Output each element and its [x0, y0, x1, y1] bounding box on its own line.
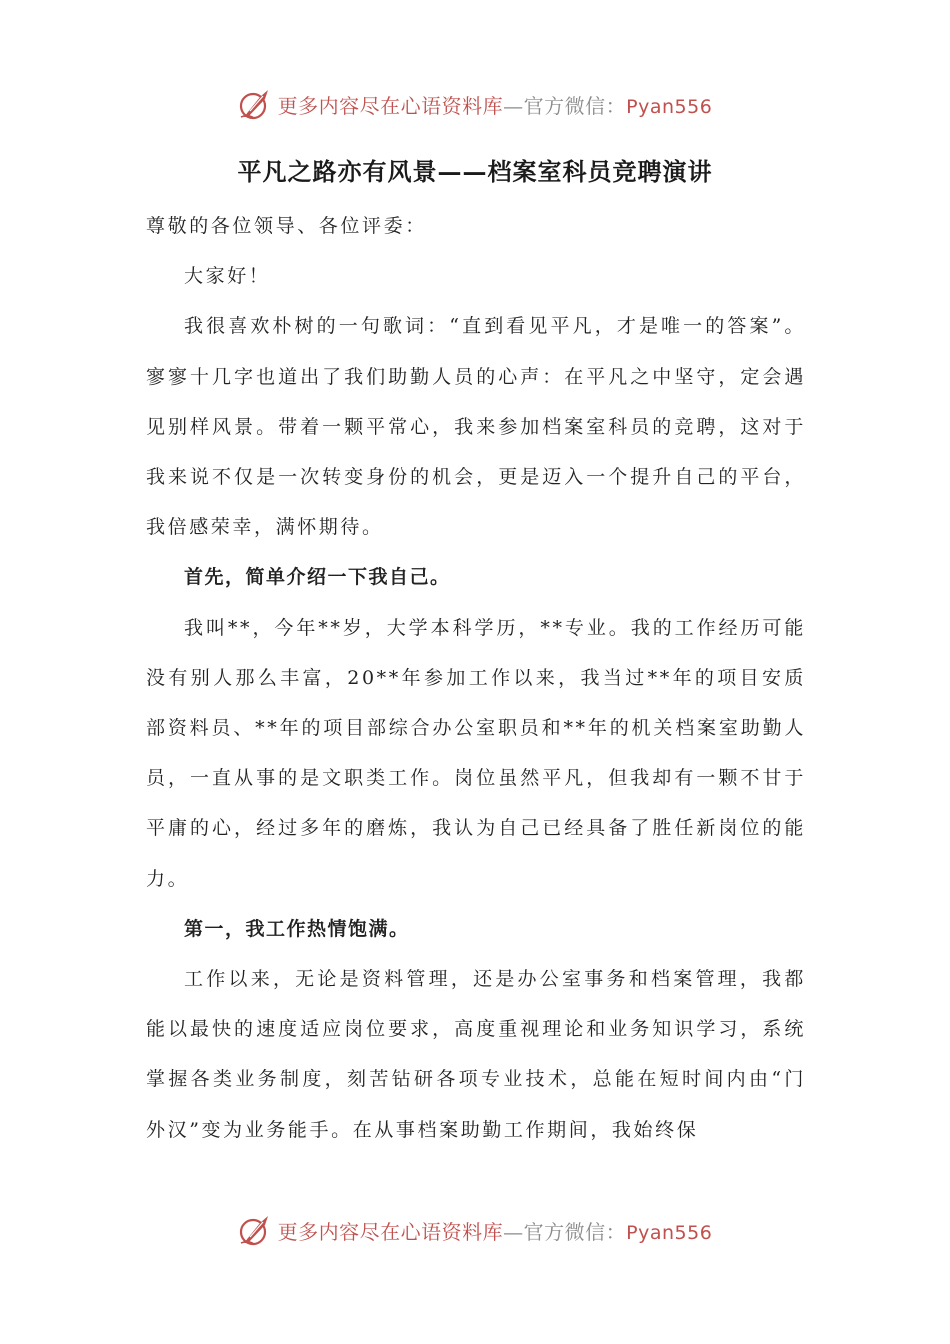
paragraph: 大家好！ [184, 265, 271, 288]
banner-wechat-label: 官方微信： [523, 93, 627, 118]
quill-pen-logo-icon [238, 1213, 272, 1247]
banner-wechat-label: 官方微信： [523, 1219, 627, 1244]
header-banner [0, 84, 950, 124]
quill-pen-logo-icon [238, 87, 272, 121]
salutation: 尊敬的各位领导、各位评委： [146, 215, 427, 237]
document-body [146, 201, 806, 1155]
banner-brand: 更多内容尽在心语资料库 [277, 1219, 504, 1244]
paragraph: 工作以来，无论是资料管理，还是办公室事务和档案管理，我都能以最快的速度适应岗位要求，高度重视理论和业务知识学习，系统掌握各类业务制度，刻苦钻研各项专业技术，总能在短时间内由“门外汉”变为业务能手。在从事档案助勤工作期间，我始终保 [146, 968, 806, 1141]
banner-dash: — [503, 93, 524, 118]
banner-wechat-id: Pyan556 [626, 1221, 713, 1244]
paragraph: 我很喜欢朴树的一句歌词：“直到看见平凡，才是唯一的答案”。寥寥十几字也道出了我们助勤人员的心声：在平凡之中坚守，定会遇见别样风景。带着一颗平常心，我来参加档案室科员的竞聘，这对于我来说不仅是一次转变身份的机会，更是迈入一个提升自己的平台，我倍感荣幸，满怀期待。 [146, 315, 806, 539]
paragraph: 我叫**，今年**岁，大学本科学历，**专业。我的工作经历可能没有别人那么丰富，20**年参加工作以来，我当过**年的项目安质部资料员、**年的项目部综合办公室职员和**年的机关档案室助勤人员，一直从事的是文职类工作。岗位虽然平凡，但我却有一颗不甘于平庸的心，经过多年的磨炼，我认为自己已经具备了胜任新岗位的能力。 [146, 616, 806, 890]
banner-brand: 更多内容尽在心语资料库 [277, 93, 504, 118]
footer-banner [0, 1210, 950, 1250]
banner-text [278, 90, 713, 119]
section-heading: 首先，简单介绍一下我自己。 [184, 566, 451, 589]
section-heading: 第一，我工作热情饱满。 [184, 917, 410, 940]
banner-dash: — [503, 1219, 524, 1244]
banner-wechat-id: Pyan556 [626, 95, 713, 118]
document-title: 平凡之路亦有风景——档案室科员竞聘演讲 [237, 157, 713, 186]
banner-text [278, 1216, 713, 1245]
